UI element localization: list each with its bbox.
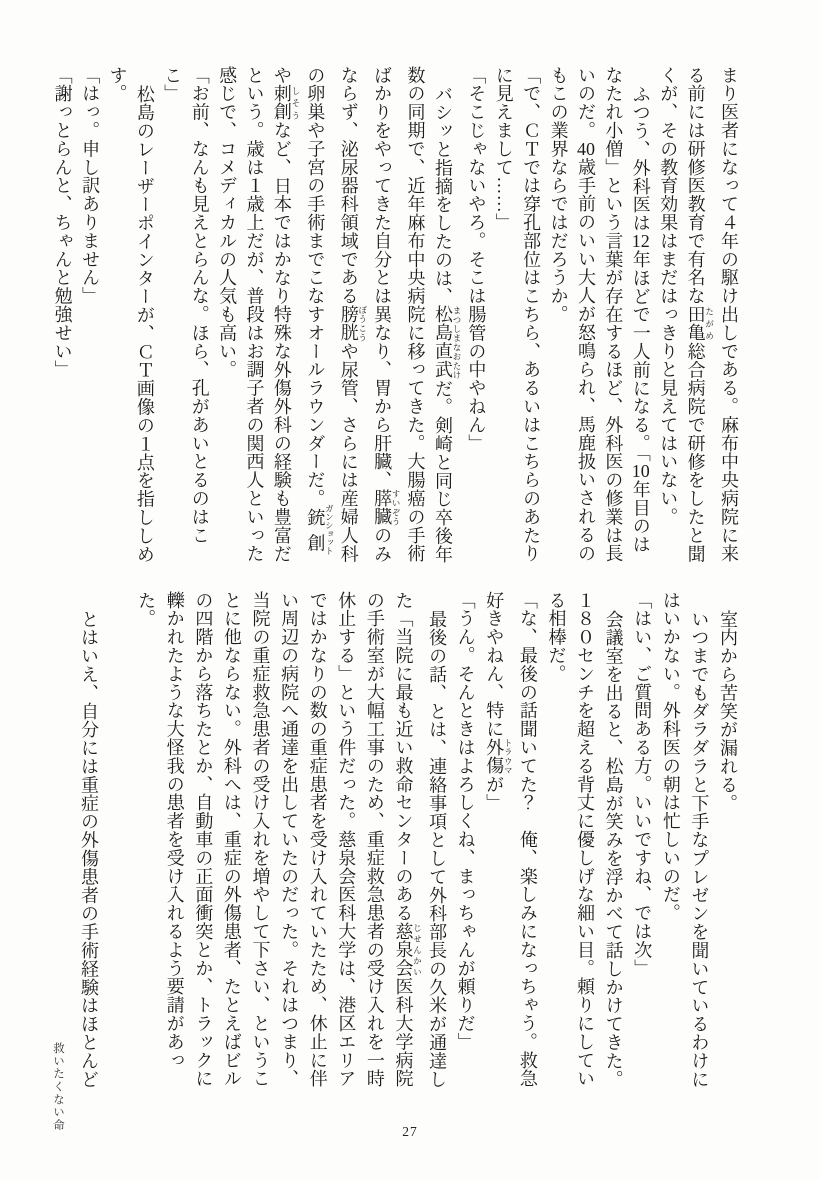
text-line: 会議室を出ると、松島が笑みを浮かべて話しかけてきた。 [603,609,624,1088]
ruby-annotated-word: 外傷 トラウマ [484,738,514,776]
text-line: こ」 [162,66,183,103]
text-line: 最後の話、とは、連絡事項として外科部長の久米が通達し [427,609,448,1088]
ruby-annotated-word: 刺創 しそう [271,84,301,122]
text-line: ではかなりの数の重症患者を受け入れていたため、休止に伴 [307,591,328,1088]
text-line: 「はい、ご質問ある方。いいですね、では次」 [632,591,653,978]
text-line: ふつう、外科医は12年ほどで一人前になる。「10年目のは [630,84,651,554]
text-line: る前には研修医教育で有名な田亀 たがめ総合病院で研修をしたと聞 [685,66,715,563]
text-line: １８０センチを超える背丈に優しげな細い目。頼りにしてい [575,591,596,1088]
text-line: 好きやねん、特に外傷 トラウマが」 [484,591,514,812]
horizontal-number-in-vertical-text: 40 [576,139,595,158]
text-line: 当院の重症救急患者の受け入れを増やして下さい、というこ [250,591,271,1088]
text-line: もこの業界ならではだろうか。 [548,66,569,324]
ruby-annotated-word: 膵臓 すいぞう [372,489,402,527]
text-line: とはいえ、自分には重症の外傷患者の手術経験はほとんど [78,609,99,1088]
ruby-annotated-word: 慈泉会 じせんかい [393,922,423,978]
text-line: い周辺の病院へ通達を出していたのだった。それはつまり、 [279,591,300,1088]
text-line: 「な、最後の話聞いてた？ 俺、楽しみになっちゃう。救急 [517,591,538,1088]
text-line: 室内から苦笑が漏れる。 [718,609,738,812]
text-line: バシッと指摘をしたのは、松島直武 まつしまなおたけだ。剣崎と同じ卒後年 [432,84,462,563]
ruby-annotated-word: 田亀 たがめ [685,305,715,343]
text-line: くが、その教育効果はまだはっきりと見えてはいない。 [658,66,679,526]
horizontal-number-in-vertical-text: 10 [631,461,650,480]
text-line: いつまでもダラダラと下手なプレゼンを聞いているわけに [689,609,710,1088]
text-line: 「で、ＣＴでは穿孔部位はこちら、あるいはこちらのあたり [521,66,542,563]
text-line: ならず、泌尿器科領域である膀胱 ぼうこうや尿管、さらには産婦人科 [338,66,368,563]
text-line: 轢かれたような大怪我の患者を受け入れるよう要請があっ [164,591,185,1070]
running-title: 救いたくない命 [52,1042,64,1132]
text-line: に見えまして……」 [493,66,514,232]
text-line: の四階から落ちたとか、自動車の正面衝突とか、トラックに [193,591,214,1088]
ruby-annotated-word: 膀胱 ぼうこう [338,305,368,343]
text-block-top [48,66,742,568]
horizontal-number-in-vertical-text: 12 [631,231,650,250]
text-block-bottom [74,591,742,1093]
text-line: いのだ。40歳手前のいい大人が怒鳴られ、馬鹿扱いされるの [575,66,596,563]
text-line: の手術室が大幅工事のため、重症救急患者の受け入れを一時 [364,591,385,1088]
text-line: ばかりをやってきた自分とは異なり、胃から肝臓、膵臓 すいぞうのみ [372,66,402,563]
text-line: や刺創 しそうなど、日本ではかなり特殊な外傷外科の経験も豊富だ [271,66,301,563]
text-line: 松島のレーザーポインターが、ＣＴ画像の１点を指ししめ [134,84,155,563]
text-line: 「そこじゃないやろ。そこは腸管の中やねん」 [466,66,487,453]
text-line: 休止する」という件だった。慈泉会医科大学は、港区エリア [336,591,357,1088]
text-line: 「謝っとらんと、ちゃんと勉強せい」 [52,66,73,379]
text-line: 「お前、なんも見えとらんな。ほら、孔があいとるのはこ [189,66,210,545]
text-line: まり医者になって４年の駆け出しである。麻布中央病院に来 [719,66,739,563]
text-line: はいかない。外科医の朝は忙しいのだ。 [660,591,681,923]
ruby-annotated-word: 銃創 ガンショット [305,504,335,556]
text-line: る相棒だ。 [546,591,567,683]
text-line: 数の同期で、近年麻布中央病院に移ってきた。大腸癌の手術 [405,66,426,563]
text-line: た「当院に最も近い救命センターのある慈泉会 じせんかい医科大学病院 [393,591,423,1088]
text-line: 感じで、コメディカルの人気も高い。 [217,66,238,379]
text-line: 「うん。そんときはよろしくね、まっちゃんが頼りだ」 [455,591,476,1051]
ruby-annotated-word: 松島直武 まつしまなおたけ [432,305,462,379]
text-line: 「はっ。申し訳ありません」 [80,66,101,306]
text-line: とに他ならない。外科へは、重症の外傷患者、たとえばビル [221,591,242,1088]
text-line: の卵巣や子宮の手術までこなすオールラウンダーだ。銃創 ガンショット [305,66,335,556]
text-line: た。 [136,591,157,628]
text-line: す。 [107,66,128,103]
text-line: なたれ小僧」という言葉が存在するほど、外科医の修業は長 [603,66,624,563]
page-number: 27 [402,1124,418,1139]
blank-line [103,591,132,1093]
text-line: という。歳は１歳上だが、普段はお調子者の関西人といった [244,66,265,563]
